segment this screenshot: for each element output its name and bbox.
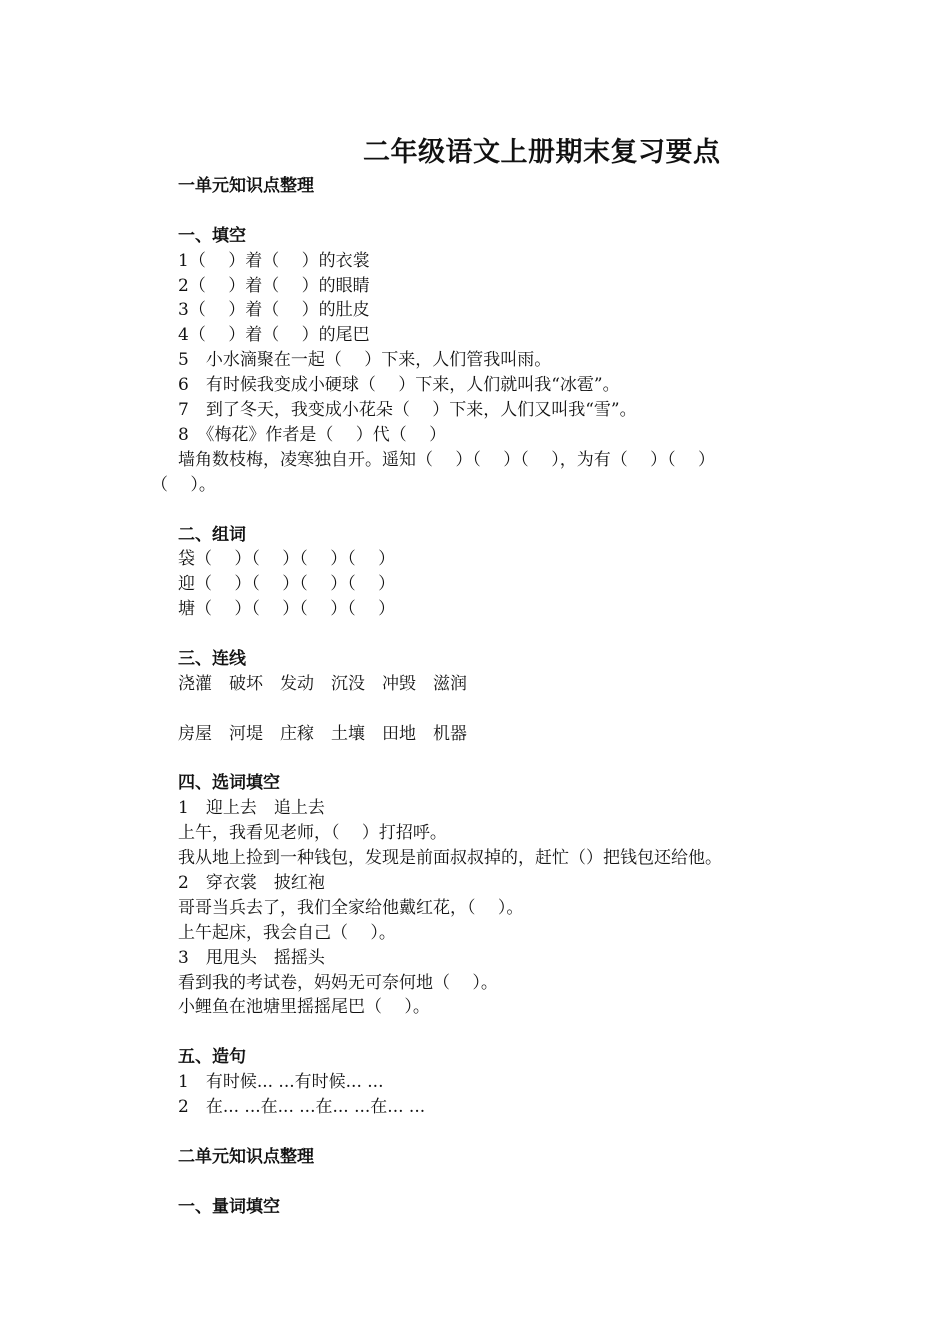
document-title: 二年级语文上册期末复习要点 <box>363 137 721 168</box>
spacer <box>178 697 878 722</box>
poem-line: 墙角数枝梅，凌寒独自开。遥知（ ）（ ）（ ），为有（ ）（ ） <box>178 449 716 470</box>
word-group-item-2: 迎（ ）（ ）（ ）（ ） <box>178 574 396 595</box>
spacer <box>178 1170 878 1195</box>
choose-word-line-6: 上午起床，我会自己（ ）。 <box>178 922 396 943</box>
word-group-item-1: 袋（ ）（ ）（ ）（ ） <box>178 549 396 570</box>
choose-word-line-9: 小鲤鱼在池塘里摇摇尾巴（ ）。 <box>178 997 430 1018</box>
fill-blank-item-1: 1（ ）着（ ）的衣裳 <box>178 250 370 271</box>
fill-blank-item-7: 7 到了冬天，我变成小花朵（ ）下来，人们又叫我“雪”。 <box>178 400 637 421</box>
spacer <box>178 199 878 224</box>
fill-blank-item-8: 8 《梅花》作者是（ ）代（ ） <box>178 424 447 445</box>
matching-row-1: 浇灌 破坏 发动 沉没 冲毁 滋润 <box>178 673 467 694</box>
section-fill-blank-heading: 一、填空 <box>178 225 246 246</box>
sentence-item-1: 1 有时候... ...有时候... ... <box>178 1072 384 1093</box>
spacer <box>178 498 878 523</box>
fill-blank-item-5: 5 小水滴聚在一起（ ）下来，人们管我叫雨。 <box>178 350 552 371</box>
spacer <box>178 1120 878 1145</box>
section-matching-heading: 三、连线 <box>178 648 246 669</box>
fill-blank-item-3: 3（ ）着（ ）的肚皮 <box>178 300 370 321</box>
choose-word-line-4: 2 穿衣裳 披红袍 <box>178 872 325 893</box>
section-measure-word-heading: 一、量词填空 <box>178 1196 280 1217</box>
section-choose-word-heading: 四、选词填空 <box>178 773 280 794</box>
matching-row-2: 房屋 河堤 庄稼 土壤 田地 机器 <box>178 723 467 744</box>
word-group-item-3: 塘（ ）（ ）（ ）（ ） <box>178 599 396 620</box>
unit1-heading: 一单元知识点整理 <box>178 176 314 196</box>
poem-line-continued: （ ）。 <box>151 474 216 495</box>
choose-word-line-3: 我从地上捡到一种钱包，发现是前面叔叔掉的，赶忙（）把钱包还给他。 <box>178 848 722 869</box>
document-body <box>151 174 878 1219</box>
fill-blank-item-6: 6 有时候我变成小硬球（ ）下来，人们就叫我“冰雹”。 <box>178 375 620 396</box>
sentence-item-2: 2 在... ...在... ...在... ...在... ... <box>178 1096 426 1117</box>
spacer <box>178 622 878 647</box>
choose-word-line-7: 3 甩甩头 摇摇头 <box>178 947 325 968</box>
section-sentence-heading: 五、造句 <box>178 1047 246 1068</box>
choose-word-line-8: 看到我的考试卷，妈妈无可奈何地（ ）。 <box>178 972 498 993</box>
fill-blank-item-4: 4（ ）着（ ）的尾巴 <box>178 325 370 346</box>
choose-word-line-1: 1 迎上去 追上去 <box>178 798 325 819</box>
fill-blank-item-2: 2（ ）着（ ）的眼睛 <box>178 275 370 296</box>
section-word-group-heading: 二、组词 <box>178 524 246 545</box>
choose-word-line-5: 哥哥当兵去了，我们全家给他戴红花，（ ）。 <box>178 897 524 918</box>
choose-word-line-2: 上午，我看见老师，（ ）打招呼。 <box>178 823 447 844</box>
spacer <box>178 747 878 772</box>
unit2-heading: 二单元知识点整理 <box>178 1146 314 1167</box>
spacer <box>178 1020 878 1045</box>
